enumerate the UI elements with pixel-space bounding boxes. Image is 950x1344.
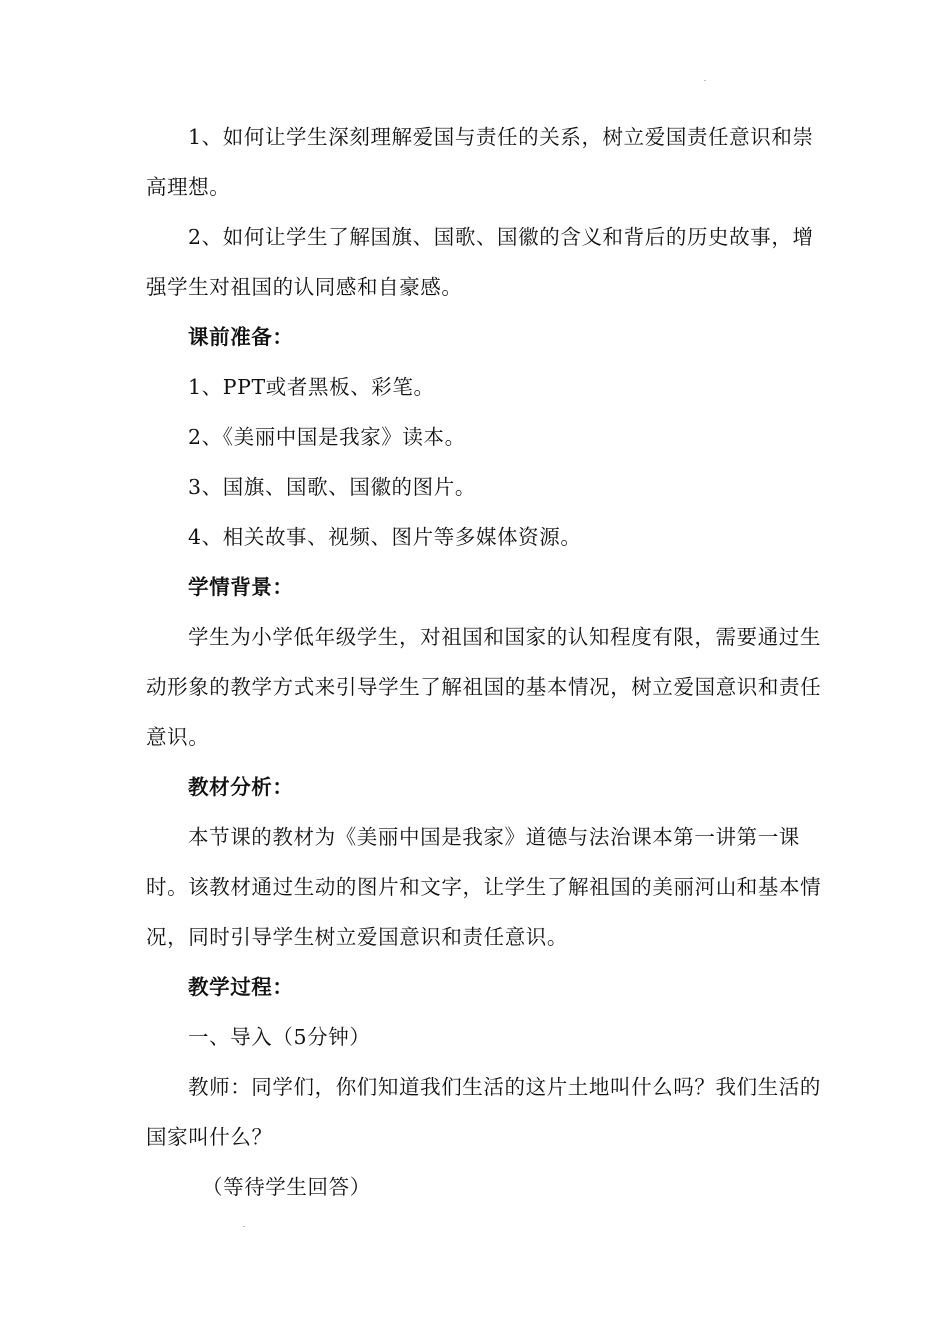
section-heading-process: 教学过程： <box>188 975 294 999</box>
section-heading-background: 学情背景： <box>188 575 294 599</box>
preparation-item-2: 2、《美丽中国是我家》读本。 <box>188 425 466 449</box>
process-step-intro: 一、导入（5分钟） <box>188 1025 371 1049</box>
preparation-item-1: 1、PPT或者黑板、彩笔。 <box>188 375 435 399</box>
scan-speck <box>704 80 706 81</box>
student-answer-note: （等待学生回答） <box>202 1175 371 1199</box>
difficulty-item-1: 1、如何让学生深刻理解爱国与责任的关系，树立爱国责任意识和崇高理想。 <box>146 125 814 199</box>
difficulty-item-2: 2、如何让学生了解国旗、国歌、国徽的含义和背后的历史故事，增强学生对祖国的认同感和自豪感。 <box>146 225 814 299</box>
preparation-item-3: 3、国旗、国歌、国徽的图片。 <box>188 475 476 499</box>
background-paragraph: 学生为小学低年级学生，对祖国和国家的认知程度有限，需要通过生动形象的教学方式来引导学生了解祖国的基本情况，树立爱国意识和责任意识。 <box>146 625 822 749</box>
section-heading-preparation: 课前准备： <box>188 325 294 349</box>
textbook-paragraph: 本节课的教材为《美丽中国是我家》道德与法治课本第一讲第一课时。该教材通过生动的图片和文字，让学生了解祖国的美丽河山和基本情况，同时引导学生树立爱国意识和责任意识。 <box>146 825 822 949</box>
section-heading-textbook: 教材分析： <box>188 775 294 799</box>
scan-speck <box>243 1226 245 1227</box>
document-body <box>146 112 826 1212</box>
teacher-question: 教师：同学们，你们知道我们生活的这片土地叫什么吗？我们生活的国家叫什么？ <box>146 1075 821 1149</box>
preparation-item-4: 4、相关故事、视频、图片等多媒体资源。 <box>188 525 582 549</box>
